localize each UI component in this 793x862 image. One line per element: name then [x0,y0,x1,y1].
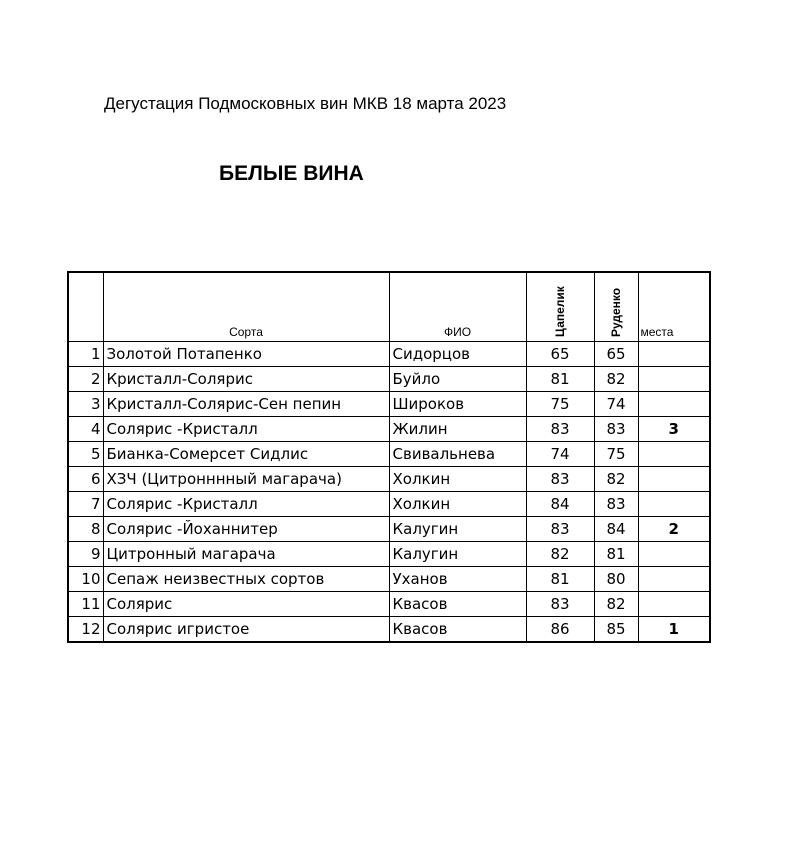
row-number: 10 [68,567,103,592]
row-score-judge-1: 84 [526,492,594,517]
row-score-judge-1: 86 [526,617,594,643]
row-number: 9 [68,542,103,567]
header-place: места [638,272,710,342]
table-row [68,617,710,643]
row-name: Холкин [389,492,526,517]
row-variety: Золотой Потапенко [103,342,389,367]
row-score-judge-1: 82 [526,542,594,567]
row-place: 2 [638,517,710,542]
row-place [638,567,710,592]
row-score-judge-2: 75 [594,442,638,467]
row-variety: Солярис -Кристалл [103,417,389,442]
table-row [68,342,710,367]
table-row [68,567,710,592]
row-place: 3 [638,417,710,442]
row-score-judge-1: 81 [526,567,594,592]
header-variety: Сорта [103,272,389,342]
row-place [638,467,710,492]
table-row [68,542,710,567]
row-place [638,367,710,392]
row-score-judge-1: 65 [526,342,594,367]
row-variety: Солярис игристое [103,617,389,643]
row-score-judge-1: 83 [526,417,594,442]
row-number: 1 [68,342,103,367]
row-score-judge-2: 84 [594,517,638,542]
row-name: Буйло [389,367,526,392]
row-score-judge-2: 83 [594,492,638,517]
row-score-judge-2: 82 [594,592,638,617]
row-name: Калугин [389,542,526,567]
table-row [68,517,710,542]
row-score-judge-1: 83 [526,592,594,617]
row-name: Холкин [389,467,526,492]
row-number: 2 [68,367,103,392]
row-score-judge-2: 65 [594,342,638,367]
row-number: 3 [68,392,103,417]
header-judge-1 [526,272,594,342]
table-row [68,592,710,617]
row-score-judge-1: 83 [526,517,594,542]
row-variety: Кристалл-Солярис-Сен пепин [103,392,389,417]
row-name: Свивальнева [389,442,526,467]
row-variety: Солярис -Йоханнитер [103,517,389,542]
row-score-judge-2: 74 [594,392,638,417]
row-score-judge-1: 74 [526,442,594,467]
row-score-judge-2: 82 [594,467,638,492]
document-title: Дегустация Подмосковных вин МКВ 18 марта 2023 [104,94,507,113]
header-judge-2 [594,272,638,342]
row-place [638,442,710,467]
row-score-judge-1: 81 [526,367,594,392]
row-number: 5 [68,442,103,467]
table-header-row [68,272,710,342]
row-place [638,392,710,417]
row-variety: Кристалл-Солярис [103,367,389,392]
table-row [68,492,710,517]
section-title: БЕЛЫЕ ВИНА [219,162,364,185]
header-judge-1-label: Цапелик [553,286,567,337]
row-number: 11 [68,592,103,617]
row-number: 6 [68,467,103,492]
row-place [638,592,710,617]
table-row [68,392,710,417]
results-table [67,271,711,643]
row-place [638,492,710,517]
row-variety: Солярис -Кристалл [103,492,389,517]
table-row [68,442,710,467]
row-number: 12 [68,617,103,643]
table-row [68,467,710,492]
row-variety: ХЗЧ (Цитронннный магарача) [103,467,389,492]
row-variety: Солярис [103,592,389,617]
row-variety: Бианка-Сомерсет Сидлис [103,442,389,467]
header-judge-2-label: Руденко [609,287,623,337]
row-name: Квасов [389,592,526,617]
row-name: Квасов [389,617,526,643]
row-score-judge-2: 81 [594,542,638,567]
table-row [68,367,710,392]
row-score-judge-2: 82 [594,367,638,392]
row-number: 7 [68,492,103,517]
row-number: 4 [68,417,103,442]
row-name: Уханов [389,567,526,592]
row-name: Жилин [389,417,526,442]
row-number: 8 [68,517,103,542]
row-place [638,542,710,567]
row-place [638,342,710,367]
row-score-judge-2: 85 [594,617,638,643]
row-score-judge-1: 75 [526,392,594,417]
row-place: 1 [638,617,710,643]
row-score-judge-2: 80 [594,567,638,592]
row-variety: Сепаж неизвестных сортов [103,567,389,592]
row-name: Сидорцов [389,342,526,367]
row-variety: Цитронный магарача [103,542,389,567]
row-score-judge-2: 83 [594,417,638,442]
table-row [68,417,710,442]
header-number [68,272,103,342]
header-name: ФИО [389,272,526,342]
row-name: Калугин [389,517,526,542]
row-score-judge-1: 83 [526,467,594,492]
row-name: Широков [389,392,526,417]
